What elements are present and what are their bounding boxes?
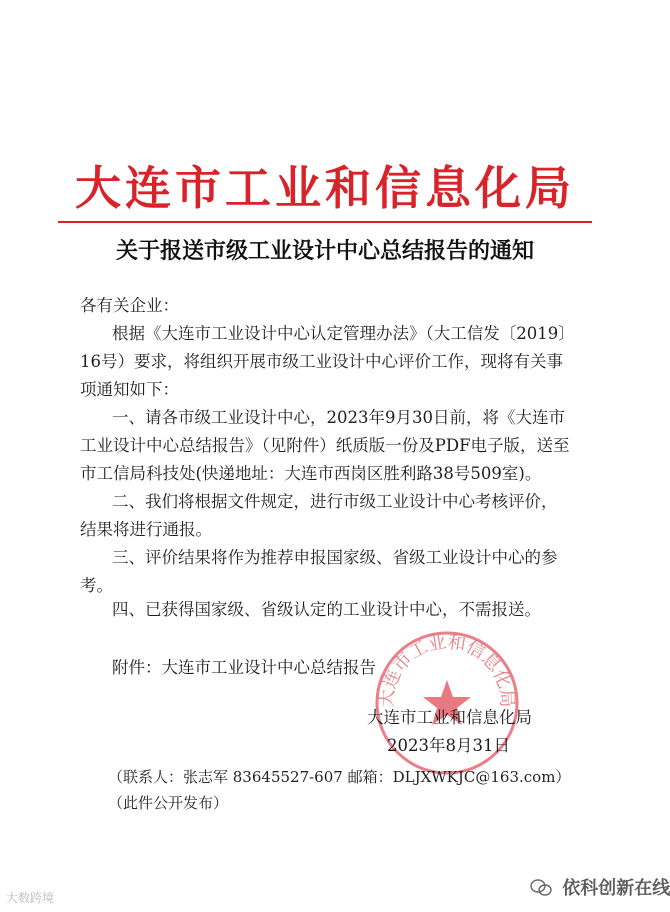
watermark-right-text: 依科创新在线 xyxy=(562,878,670,899)
signature-block xyxy=(367,704,532,760)
seal-text: 大连市工业和信息化局 xyxy=(376,631,518,709)
salutation xyxy=(80,292,590,320)
paragraph-line: 三、评价结果将作为推荐申报国家级、省级工业设计中心的参 xyxy=(112,548,558,567)
paragraph-line: 项通知如下： xyxy=(80,380,179,399)
paragraph-item-2 xyxy=(80,488,590,544)
paragraph-line: 16号）要求，将组织开展市级工业设计中心评价工作，现将有关事 xyxy=(80,352,563,371)
issuer-name: 大连市工业和信息化局 xyxy=(367,708,532,727)
paragraph-line: 二、我们将根据文件规定，进行市级工业设计中心考核评价， xyxy=(112,492,558,511)
agency-header-title: 大连市工业和信息化局 xyxy=(75,161,575,215)
issue-date: 2023年8月31日 xyxy=(387,736,510,755)
paragraph-line: 市工信局科技处(快递地址：大连市西岗区胜利路38号509室)。 xyxy=(80,464,542,483)
paragraph-line: 一、请各市级工业设计中心，2023年9月30日前，将《大连市 xyxy=(112,408,565,427)
paragraph-line: 结果将进行通报。 xyxy=(80,520,212,539)
wechat-icon xyxy=(530,879,552,897)
paragraph-line: 考。 xyxy=(80,576,113,595)
notice-title: 关于报送市级工业设计中心总结报告的通知 xyxy=(115,238,534,264)
paragraph-item-3 xyxy=(80,544,590,600)
red-divider-line xyxy=(58,221,592,223)
watermark-left-text: 大数跨境 xyxy=(6,891,55,905)
paragraph-item-4 xyxy=(80,596,590,624)
salutation-line: 各有关企业： xyxy=(80,296,179,315)
contact-info: （联系人：张志军 83645527-607 邮箱：DLJXWKJC@163.com） xyxy=(108,768,571,786)
paragraph-line: 根据《大连市工业设计中心认定管理办法》（大工信发〔2019〕 xyxy=(112,324,575,343)
publish-note: （此件公开发布） xyxy=(108,794,229,812)
paragraph-item-1 xyxy=(80,404,590,488)
watermark-right xyxy=(530,874,670,900)
attachment-line: 附件：大连市工业设计中心总结报告 xyxy=(112,658,376,677)
paragraph-line: 工业设计中心总结报告》（见附件）纸质版一份及PDF电子版，送至 xyxy=(80,436,570,455)
watermark-left xyxy=(6,889,54,906)
paragraph-line: 四、已获得国家级、省级认定的工业设计中心，不需报送。 xyxy=(112,600,541,619)
paragraph-intro xyxy=(80,320,590,404)
